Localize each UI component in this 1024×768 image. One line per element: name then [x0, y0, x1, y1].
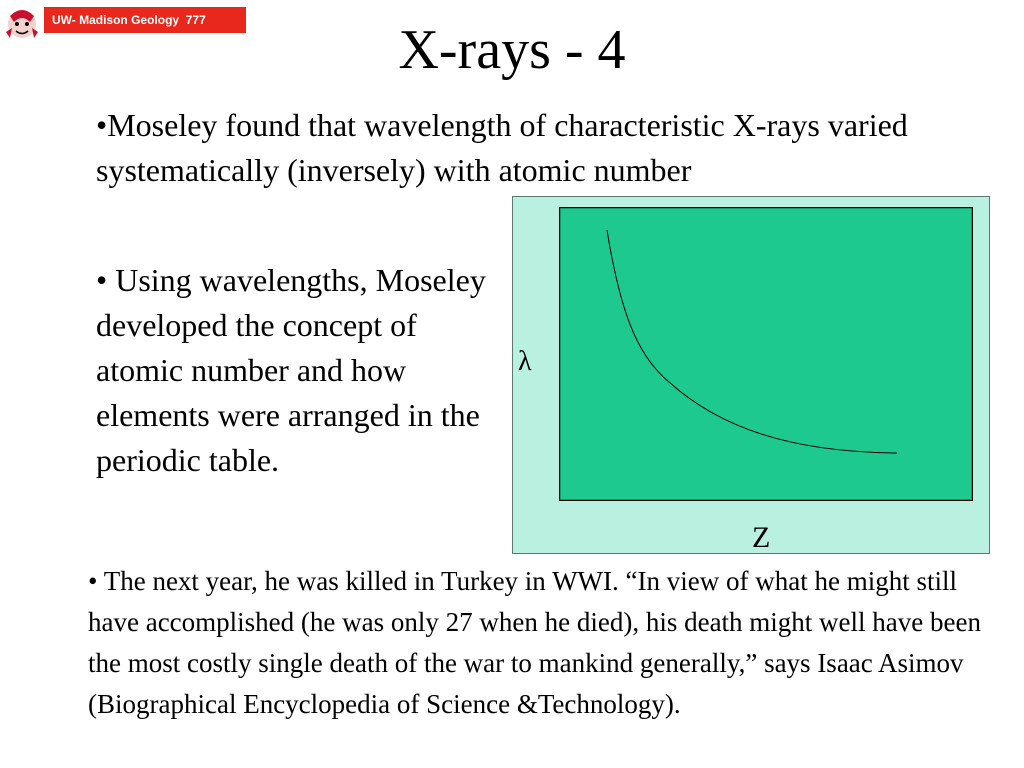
y-axis-label: λ	[518, 346, 532, 377]
bullet-moseley-death: • The next year, he was killed in Turkey in WWI. “In view of what he might still have accomplished (he was only 27 when he died), his death might well have been the most costly single death of the war to mankind generally,” says Isaac Asimov (Biographical Encyclopedia of Science &Technology).	[88, 566, 981, 719]
plot-background	[560, 208, 973, 501]
slide-title: X-rays - 4	[398, 19, 626, 81]
course-badge: UW- Madison Geology 777	[44, 7, 246, 33]
plot-area	[559, 207, 973, 501]
x-axis-label: Z	[752, 521, 771, 554]
bullet-atomic-number: • Using wavelengths, Moseley developed the concept of atomic number and how elements were arranged in the periodic table.	[96, 262, 486, 478]
bullet-moseley-wavelength: •Moseley found that wavelength of characteristic X-rays varied systematically (inversely) with atomic number	[96, 107, 908, 188]
